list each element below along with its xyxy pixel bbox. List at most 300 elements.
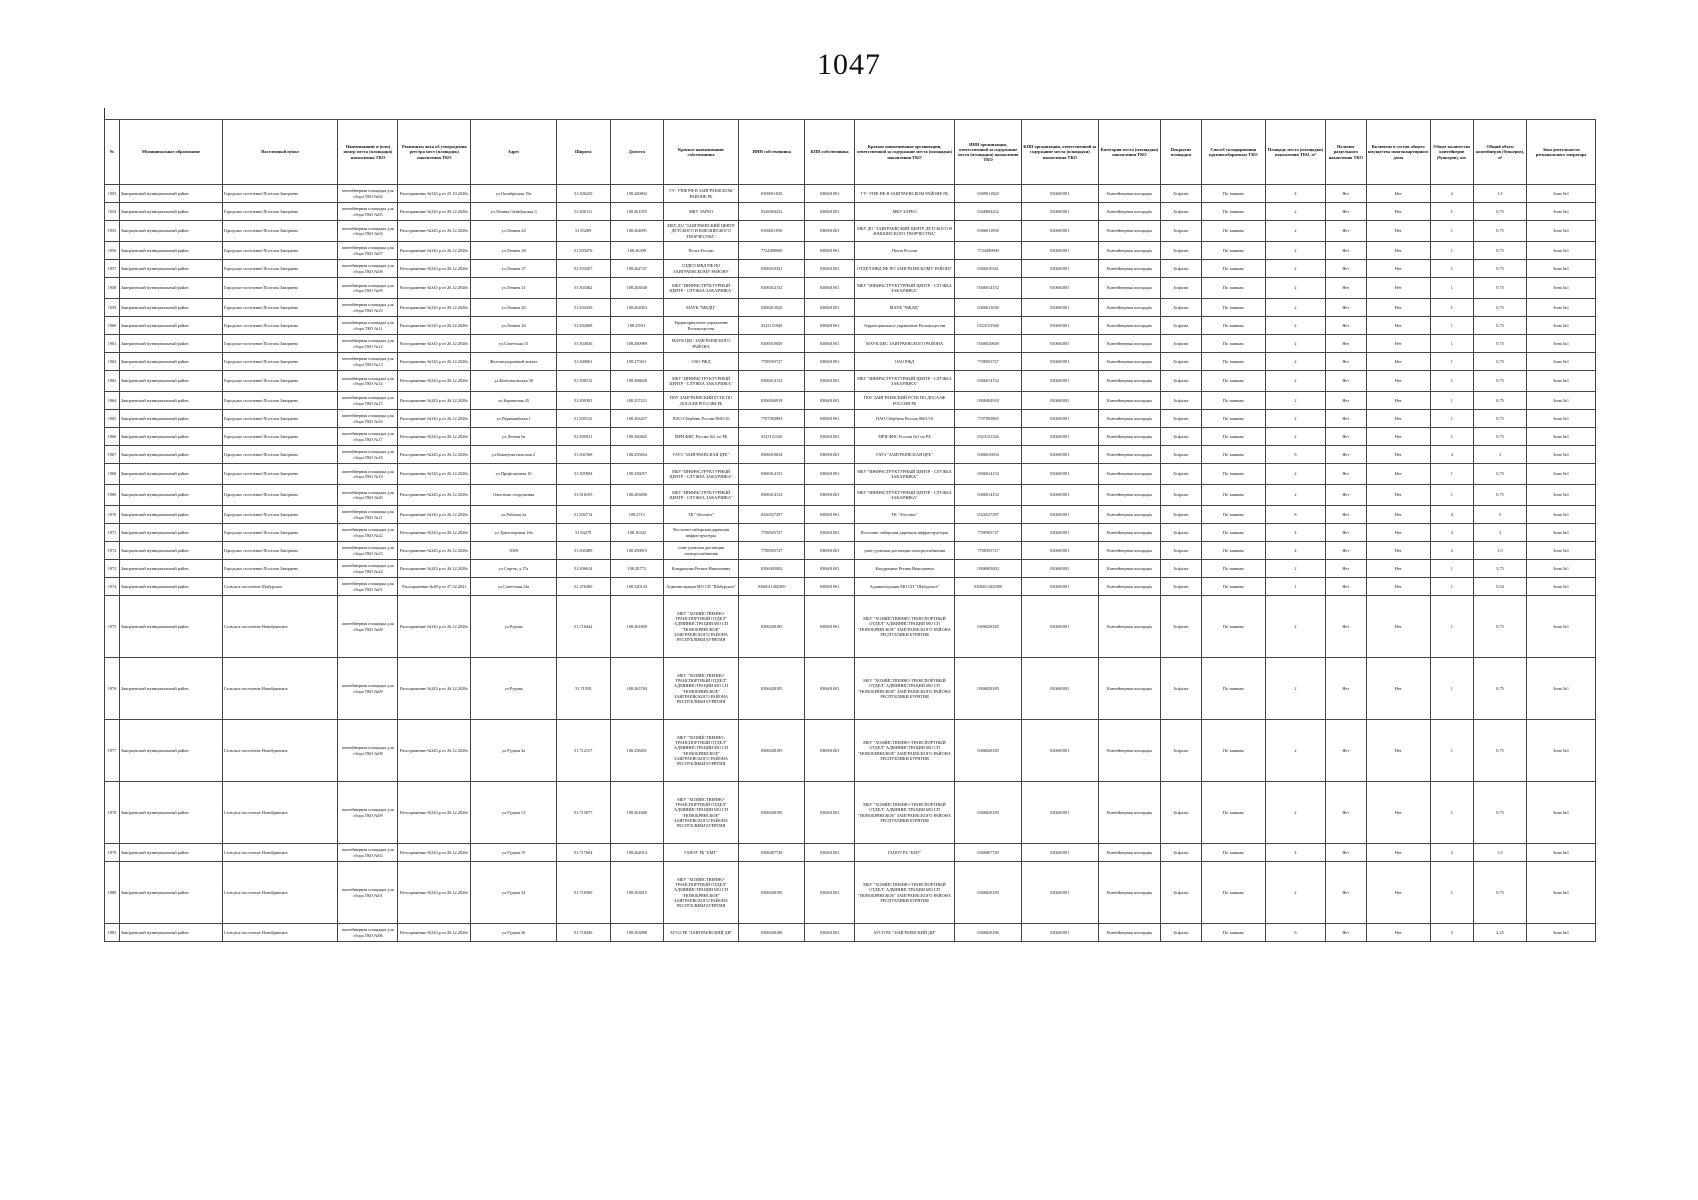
cell-sep: Нет — [1325, 299, 1366, 317]
cell-common: Нет — [1366, 924, 1430, 942]
cell-area: 2 — [1265, 596, 1325, 658]
cell-kgo: По заявкам — [1201, 862, 1265, 924]
cell-kpp: 030601001 — [805, 410, 854, 428]
table-row — [105, 317, 1596, 335]
cell-oinn: 0326527297 — [955, 506, 1021, 524]
cell-area: 2 — [1265, 464, 1325, 485]
cell-cnt: 1 — [1430, 578, 1473, 596]
cell-lon: 108.262014 — [610, 844, 664, 862]
table-row — [105, 410, 1596, 428]
cell-kpp: 030601001 — [805, 203, 854, 221]
cell-name: контейнерная площадка для сбора ТКО №15 — [338, 392, 398, 410]
cell-act: Распоряжение №343 р от 26.12.2020г. — [398, 317, 471, 335]
cell-np: Городское поселение Поселок Заиграево — [222, 485, 338, 506]
cell-common: Нет — [1366, 242, 1430, 260]
cell-cnt: 4 — [1430, 524, 1473, 542]
cell-mo: Заиграевский муниципальный район — [119, 560, 222, 578]
cell-owner: ГУ- УПФ РФ В ЗАИГРАЕВСКОМ РАЙОНЕ РБ — [664, 185, 739, 203]
cell-okpp: 030601001 — [1021, 260, 1098, 278]
cell-n: 1962 — [105, 353, 120, 371]
cell-n: 1973 — [105, 560, 120, 578]
cell-np: Городское поселение Поселок Заиграево — [222, 560, 338, 578]
cell-addr: ул.Транспортная 16а — [471, 524, 557, 542]
cell-np: Городское поселение Поселок Заиграево — [222, 335, 338, 353]
table-row — [105, 542, 1596, 560]
cell-np: Городское поселение Поселок Заиграево — [222, 371, 338, 392]
cell-addr: ул.Кирпичная 45 — [471, 392, 557, 410]
table-row — [105, 278, 1596, 299]
cell-name: контейнерная площадка для сбора ТКО №02 — [338, 844, 398, 862]
cell-org: МБУ "ИНФРАСТРУКТУРНЫЙ ЦЕНТР - СЛУЖБА ЗАКАЗЧИКА" — [854, 485, 955, 506]
cell-cat: Контейнерная площадка — [1098, 862, 1160, 924]
cell-kpp: 030601001 — [805, 260, 854, 278]
cell-sep: Нет — [1325, 524, 1366, 542]
cell-oinn: 7707083893 — [955, 410, 1021, 428]
cell-kgo: По заявкам — [1201, 658, 1265, 720]
cell-oinn: 0306028185 — [955, 596, 1021, 658]
cell-kpp: 030601001 — [805, 446, 854, 464]
cell-vol: 0,75 — [1473, 278, 1527, 299]
cell-act: Распоряжение №343 р от 26.12.2020г. — [398, 844, 471, 862]
cell-cat: Контейнерная площадка — [1098, 242, 1160, 260]
cell-inn: 0323151940 — [739, 317, 805, 335]
cell-addr: ул.Рудная 19 — [471, 844, 557, 862]
cell-mo: Заиграевский муниципальный район — [119, 185, 222, 203]
cell-name: контейнерная площадка для сбора ТКО №08 — [338, 720, 398, 782]
cell-kpp: 030601001 — [805, 542, 854, 560]
cell-lon: 108.255604 — [610, 446, 664, 464]
cell-common: Нет — [1366, 464, 1430, 485]
cell-common: Нет — [1366, 260, 1430, 278]
cell-kpp: 030601001 — [805, 371, 854, 392]
cell-zone: Зона №1 — [1527, 260, 1596, 278]
cell-mo: Заиграевский муниципальный район — [119, 658, 222, 720]
cell-vol: 0,75 — [1473, 782, 1527, 844]
cell-common: Нет — [1366, 410, 1430, 428]
cell-zone: Зона №1 — [1527, 392, 1596, 410]
cell-addr: ул.Профсоюзная 10 — [471, 464, 557, 485]
cell-zone: Зона №1 — [1527, 924, 1596, 942]
cell-act: Распоряжение №343 р от 26.12.2020г. — [398, 782, 471, 844]
cell-lon: 108.290819 — [610, 542, 664, 560]
cell-np: Сельское поселение Новобрянское — [222, 782, 338, 844]
cell-name: контейнерная площадка для сбора ТКО №24 — [338, 560, 398, 578]
cell-n: 1967 — [105, 446, 120, 464]
cell-n: 1955 — [105, 221, 120, 242]
cell-oinn: 0306028186 — [955, 924, 1021, 942]
cell-kgo: По заявкам — [1201, 260, 1265, 278]
column-header: № — [105, 120, 120, 185]
cell-n: 1954 — [105, 203, 120, 221]
cell-cov: Асфальт — [1161, 524, 1202, 542]
cell-lat: 51.831568 — [556, 446, 610, 464]
cell-inn: 0323121326 — [739, 428, 805, 446]
cell-inn: 0306028185 — [739, 658, 805, 720]
cell-cov: Асфальт — [1161, 446, 1202, 464]
cell-cov: Асфальт — [1161, 506, 1202, 524]
cell-mo: Заиграевский муниципальный район — [119, 506, 222, 524]
cell-np: Сельское поселение Новобрянское — [222, 844, 338, 862]
cell-sep: Нет — [1325, 542, 1366, 560]
cell-vol: 1,5 — [1473, 542, 1527, 560]
column-header: Наличие раздельного накопления ТКО — [1325, 120, 1366, 185]
cell-lon: 108.320143 — [610, 578, 664, 596]
cell-zone: Зона №1 — [1527, 464, 1596, 485]
table-row — [105, 221, 1596, 242]
cell-act: Распоряжение №343 р от 26.12.2020г. — [398, 542, 471, 560]
cell-zone: Зона №1 — [1527, 221, 1596, 242]
cell-n: 1957 — [105, 260, 120, 278]
cell-name: контейнерная площадка для сбора ТКО №18 — [338, 446, 398, 464]
cell-org: Администрация МО СП "Шабурское" — [854, 578, 955, 596]
cell-sep: Нет — [1325, 506, 1366, 524]
cell-oinn: 0306003003 — [955, 560, 1021, 578]
cell-okpp: 030601001 — [1021, 720, 1098, 782]
cell-cov: Асфальт — [1161, 485, 1202, 506]
cell-sep: Нет — [1325, 203, 1366, 221]
cell-okpp: 030601001 — [1021, 299, 1098, 317]
cell-oinn: 0306028185 — [955, 862, 1021, 924]
table-row — [105, 392, 1596, 410]
cell-np: Городское поселение Поселок Заиграево — [222, 317, 338, 335]
cell-inn: 0306014152 — [739, 485, 805, 506]
cell-act: Распоряжение №343 р от 26.12.2020г. — [398, 392, 471, 410]
cell-lat: 51.833476 — [556, 242, 610, 260]
cell-area: 2 — [1265, 278, 1325, 299]
cell-zone: Зона №1 — [1527, 862, 1596, 924]
cell-lon: 108.263888 — [610, 924, 664, 942]
cell-mo: Заиграевский муниципальный район — [119, 464, 222, 485]
cell-kpp: 030601001 — [805, 428, 854, 446]
cell-cov: Асфальт — [1161, 185, 1202, 203]
cell-cat: Контейнерная площадка — [1098, 560, 1160, 578]
cell-sep: Нет — [1325, 260, 1366, 278]
cell-okpp: 030601001 — [1021, 203, 1098, 221]
cell-kgo: По заявкам — [1201, 335, 1265, 353]
cell-sep: Нет — [1325, 428, 1366, 446]
cell-sep: Нет — [1325, 185, 1366, 203]
cell-area: 2 — [1265, 428, 1325, 446]
cell-vol: 0,75 — [1473, 862, 1527, 924]
cell-owner: МБУ "ИНФРАСТРУКТУРНЫЙ ЦЕНТР - СЛУЖБА ЗАКАЗЧИКА" — [664, 464, 739, 485]
column-header: Наименование и (или) номер места (площадки) накопления ТКО — [338, 120, 398, 185]
cell-lon: 108.16343 — [610, 524, 664, 542]
cell-oinn: 0306010654 — [955, 446, 1021, 464]
cell-n: 1976 — [105, 658, 120, 720]
cell-vol: 0,75 — [1473, 720, 1527, 782]
cell-lat: 51.836111 — [556, 203, 610, 221]
table-row — [105, 862, 1596, 924]
cell-cov: Асфальт — [1161, 203, 1202, 221]
cell-area: 2 — [1265, 862, 1325, 924]
table-row — [105, 185, 1596, 203]
cell-okpp: 030601001 — [1021, 464, 1098, 485]
cell-owner: МБУ "ХОЗЯЙСТВЕННО-ТРАНСПОРТНЫЙ ОТДЕЛ" АДМИНИСТРАЦИИ МО СП "НОВОБРЯНСКОЕ" ЗАИГРАЕВСКОГО РАЙОНА РЕСПУБЛИКИ БУРЯТИЯ — [664, 720, 739, 782]
cell-org: МБУ "ИНФРАСТРУКТУРНЫЙ ЦЕНТР - СЛУЖБА ЗАКАЗЧИКА" — [854, 464, 955, 485]
cell-addr: ул.Рабочая 2а — [471, 506, 557, 524]
cell-n: 1968 — [105, 464, 120, 485]
cell-n: 1979 — [105, 844, 120, 862]
cell-inn: 0306028185 — [739, 720, 805, 782]
cell-org: МБУ "ХОЗЯЙСТВЕННО-ТРАНСПОРТНЫЙ ОТДЕЛ" АДМИНИСТРАЦИИ МО СП "НОВОБРЯНСКОЕ" ЗАИГРАЕВСКОГО РАЙОНА РЕСПУБЛИКИ БУРЯТИЯ — [854, 658, 955, 720]
cell-sep: Нет — [1325, 317, 1366, 335]
cell-oinn: 0306014152 — [955, 371, 1021, 392]
cell-cat: Контейнерная площадка — [1098, 410, 1160, 428]
cell-zone: Зона №1 — [1527, 542, 1596, 560]
cell-cat: Контейнерная площадка — [1098, 485, 1160, 506]
cell-owner: Кондрахина Регина Николаевна — [664, 560, 739, 578]
cell-oinn: 0306011402300 — [955, 578, 1021, 596]
cell-area: 2 — [1265, 203, 1325, 221]
cell-vol: 0,75 — [1473, 242, 1527, 260]
cell-cat: Контейнерная площадка — [1098, 524, 1160, 542]
cell-cat: Контейнерная площадка — [1098, 464, 1160, 485]
cell-oinn: 0306013030 — [955, 299, 1021, 317]
cell-inn: 0306011402300 — [739, 578, 805, 596]
cell-act: Распоряжение №343 р от 26.12.2020г. — [398, 299, 471, 317]
cell-owner: МБУ "ИНФРАСТРУКТУРНЫЙ ЦЕНТР - СЛУЖБА ЗАКАЗЧИКА" — [664, 278, 739, 299]
cell-okpp: 030601001 — [1021, 278, 1098, 299]
cell-act: Распоряжение №343 р от 26.12.2020г. — [398, 658, 471, 720]
cell-inn: 0306007749 — [739, 844, 805, 862]
cell-sep: Нет — [1325, 782, 1366, 844]
cell-vol: 0,75 — [1473, 221, 1527, 242]
table-row — [105, 242, 1596, 260]
cell-area: 2 — [1265, 335, 1325, 353]
cell-mo: Заиграевский муниципальный район — [119, 392, 222, 410]
cell-common: Нет — [1366, 392, 1430, 410]
cell-cnt: 1 — [1430, 658, 1473, 720]
cell-np: Городское поселение Поселок Заиграево — [222, 464, 338, 485]
cell-lat: 51.71559 — [556, 658, 610, 720]
cell-okpp: 030601001 — [1021, 221, 1098, 242]
cell-sep: Нет — [1325, 844, 1366, 862]
cell-common: Нет — [1366, 371, 1430, 392]
cell-cnt: 1 — [1430, 560, 1473, 578]
cell-oinn: 0306028185 — [955, 720, 1021, 782]
column-header: Общее количество контейнеров (бункеров), шт. — [1430, 120, 1473, 185]
cell-act: Распоряжение №49 р от 27.02.2021 — [398, 578, 471, 596]
cell-mo: Заиграевский муниципальный район — [119, 542, 222, 560]
cell-kpp: 030601001 — [805, 464, 854, 485]
cell-common: Нет — [1366, 299, 1430, 317]
cell-area: 2 — [1265, 392, 1325, 410]
cell-cat: Контейнерная площадка — [1098, 392, 1160, 410]
cell-kpp: 030601001 — [805, 720, 854, 782]
cell-sep: Нет — [1325, 464, 1366, 485]
cell-zone: Зона №1 — [1527, 782, 1596, 844]
cell-org: ПОУ ЗАИГРАЕВСКИЙ РСТК ПО ДОСААФ РОССИИ РБ — [854, 392, 955, 410]
column-header: Зона деятельности регионального оператора — [1527, 120, 1596, 185]
cell-org: МКУ ЗАРЕО — [854, 203, 955, 221]
cell-cnt: 1 — [1430, 371, 1473, 392]
cell-zone: Зона №1 — [1527, 506, 1596, 524]
cell-lon: 108.258401 — [610, 720, 664, 782]
column-header: Покрытие площадки — [1161, 120, 1202, 185]
cell-owner: МБУ "ИНФРАСТРУКТУРНЫЙ ЦЕНТР - СЛУЖБА ЗАКАЗЧИКА" — [664, 485, 739, 506]
cell-org: МБУ "ИНФРАСТРУКТУРНЫЙ ЦЕНТР - СЛУЖБА ЗАКАЗЧИКА" — [854, 278, 955, 299]
cell-area: 4 — [1265, 844, 1325, 862]
column-header: Включено в состав общего имущества многоквартирного дома — [1366, 120, 1430, 185]
cell-owner: МБУ ДО "ЗАИГРАЕВСКИЙ ЦЕНТР ДЕТСКОГО И ЮНОШЕСКОГО ТВОРЧЕСТВА" — [664, 221, 739, 242]
cell-sep: Нет — [1325, 924, 1366, 942]
cell-n: 1963 — [105, 371, 120, 392]
cell-vol: 0,75 — [1473, 485, 1527, 506]
column-header: Широта — [556, 120, 610, 185]
cell-inn: 0306014152 — [739, 278, 805, 299]
cell-lat: 51.832714 — [556, 506, 610, 524]
cell-cat: Контейнерная площадка — [1098, 596, 1160, 658]
cell-name: контейнерная площадка для сбора ТКО №08 — [338, 596, 398, 658]
cell-act: Распоряжение №343 р от 26.12.2020г. — [398, 260, 471, 278]
column-header: Площадь места (площадки) накопления ТКО, м² — [1265, 120, 1325, 185]
cell-common: Нет — [1366, 524, 1430, 542]
cell-lon: 108.263040 — [610, 278, 664, 299]
cell-addr: ул.Лесная 6а — [471, 428, 557, 446]
table-row — [105, 485, 1596, 506]
cell-common: Нет — [1366, 428, 1430, 446]
cell-np: Сельское поселение Новобрянское — [222, 924, 338, 942]
cell-kgo: По заявкам — [1201, 446, 1265, 464]
cell-owner: АУСО РБ "ЗАИГРАЕВСКИЙ ДИ" — [664, 924, 739, 942]
cell-name: контейнерная площадка для сбора ТКО №04 — [338, 221, 398, 242]
cell-kpp: 030601001 — [805, 242, 854, 260]
cell-org: МБУ "ИНФРАСТРУКТУРНЫЙ ЦЕНТР - СЛУЖБА ЗАКАЗЧИКА" — [854, 371, 955, 392]
cell-oinn: 7708503727 — [955, 542, 1021, 560]
cell-okpp: 030601001 — [1021, 485, 1098, 506]
cell-okpp: 030601001 — [1021, 782, 1098, 844]
cell-kgo: По заявкам — [1201, 299, 1265, 317]
cell-okpp: 030601001 — [1021, 392, 1098, 410]
cell-kgo: По заявкам — [1201, 542, 1265, 560]
cell-zone: Зона №1 — [1527, 524, 1596, 542]
cell-act: Распоряжение №343 р от 26.12.2020г. — [398, 596, 471, 658]
cell-cnt: 1 — [1430, 242, 1473, 260]
cell-area: 2 — [1265, 560, 1325, 578]
cell-owner: МБУ "ИНФРАСТРУКТУРНЫЙ ЦЕНТР - СЛУЖБА ЗАКАЗЧИКА" — [664, 371, 739, 392]
cell-oinn: 7708503727 — [955, 353, 1021, 371]
cell-n: 1972 — [105, 542, 120, 560]
cell-sep: Нет — [1325, 221, 1366, 242]
cell-lon: 108.26309 — [610, 242, 664, 260]
cell-kpp: 030601001 — [805, 299, 854, 317]
cell-vol: 0,75 — [1473, 335, 1527, 353]
cell-area: 8 — [1265, 506, 1325, 524]
cell-cnt: 1 — [1430, 278, 1473, 299]
cell-n: 1958 — [105, 278, 120, 299]
cell-lat: 51.84278 — [556, 524, 610, 542]
cell-addr: ул.Коммунистическая 2 — [471, 446, 557, 464]
cell-vol: 0,75 — [1473, 203, 1527, 221]
cell-kpp: 030601001 — [805, 221, 854, 242]
table-row — [105, 464, 1596, 485]
cell-addr: ул.Ленина 20 — [471, 299, 557, 317]
page-number: 1047 — [817, 48, 881, 81]
cell-lon: 108.263806 — [610, 485, 664, 506]
cell-name: контейнерная площадка для сбора ТКО №01 — [338, 578, 398, 596]
cell-act: Распоряжение №343 р от 26.12.2020г. — [398, 428, 471, 446]
cell-vol: 1,5 — [1473, 185, 1527, 203]
cell-kpp: 030601001 — [805, 658, 854, 720]
cell-sep: Нет — [1325, 578, 1366, 596]
cell-kgo: По заявкам — [1201, 410, 1265, 428]
cell-n: 1961 — [105, 335, 120, 353]
cell-org: АУСО РБ "ЗАИГРАЕВСКИЙ ДИ" — [854, 924, 955, 942]
cell-inn: 0306004918 — [739, 392, 805, 410]
cell-cnt: 1 — [1430, 335, 1473, 353]
cell-kgo: По заявкам — [1201, 185, 1265, 203]
cell-inn: 0306028186 — [739, 924, 805, 942]
cell-common: Нет — [1366, 446, 1430, 464]
cell-okpp: 030601001 — [1021, 185, 1098, 203]
cell-name: контейнерная площадка для сбора ТКО №05 — [338, 203, 398, 221]
cell-kgo: По заявкам — [1201, 485, 1265, 506]
cell-name: контейнерная площадка для сбора ТКО №04 — [338, 185, 398, 203]
cell-oinn: 0306014152 — [955, 464, 1021, 485]
cell-lat: 51.839381 — [556, 392, 610, 410]
cell-n: 1960 — [105, 317, 120, 335]
cell-org: МРИ ФНС России №1 по РБ — [854, 428, 955, 446]
cell-mo: Заиграевский муниципальный район — [119, 371, 222, 392]
cell-zone: Зона №1 — [1527, 335, 1596, 353]
cell-zone: Зона №1 — [1527, 353, 1596, 371]
column-header: КПП организации, ответственной за содержание места (площадки) накопления ТКО — [1021, 120, 1098, 185]
cell-name: контейнерная площадка для сбора ТКО №23 — [338, 542, 398, 560]
cell-org: МБУ "ХОЗЯЙСТВЕННО-ТРАНСПОРТНЫЙ ОТДЕЛ" АДМИНИСТРАЦИИ МО СП "НОВОБРЯНСКОЕ" ЗАИГРАЕВСКОГО РАЙОНА РЕСПУБЛИКИ БУРЯТИЯ — [854, 720, 955, 782]
cell-lon: 108.257221 — [610, 392, 664, 410]
cell-kgo: По заявкам — [1201, 578, 1265, 596]
cell-okpp: 030601001 — [1021, 862, 1098, 924]
cell-n: 1965 — [105, 410, 120, 428]
cell-cov: Асфальт — [1161, 428, 1202, 446]
table-row — [105, 596, 1596, 658]
cell-cnt: 1 — [1430, 392, 1473, 410]
cell-inn: 7724490000 — [739, 242, 805, 260]
cell-cat: Контейнерная площадка — [1098, 782, 1160, 844]
cell-np: Городское поселение Поселок Заиграево — [222, 353, 338, 371]
cell-mo: Заиграевский муниципальный район — [119, 353, 222, 371]
cell-oinn: 0306010341 — [955, 260, 1021, 278]
cell-addr: ул.Октябрьская 19а — [471, 185, 557, 203]
cell-sep: Нет — [1325, 485, 1366, 506]
cell-owner: Почта России — [664, 242, 739, 260]
cell-okpp: 030601001 — [1021, 353, 1098, 371]
cell-common: Нет — [1366, 353, 1430, 371]
cell-zone: Зона №1 — [1527, 720, 1596, 782]
cell-act: Распоряжение №343 р от 26.12.2020г. — [398, 410, 471, 428]
cell-sep: Нет — [1325, 560, 1366, 578]
cell-org: ОАО РЖД — [854, 353, 955, 371]
cell-cat: Контейнерная площадка — [1098, 260, 1160, 278]
cell-n: 1966 — [105, 428, 120, 446]
cell-inn: 0306028185 — [739, 862, 805, 924]
cell-area: 4 — [1265, 185, 1325, 203]
cell-cnt: 1 — [1430, 410, 1473, 428]
cell-kpp: 030601001 — [805, 278, 854, 299]
cell-zone: Зона №1 — [1527, 658, 1596, 720]
cell-owner: МБУ "ХОЗЯЙСТВЕННО-ТРАНСПОРТНЫЙ ОТДЕЛ" АДМИНИСТРАЦИИ МО СП "НОВОБРЯНСКОЕ" ЗАИГРАЕВСКОГО РАЙОНА РЕСПУБЛИКИ БУРЯТИЯ — [664, 596, 739, 658]
cell-lon: 108.261055 — [610, 203, 664, 221]
cell-mo: Заиграевский муниципальный район — [119, 317, 222, 335]
cell-lat: 51.816105 — [556, 485, 610, 506]
cell-owner: ПОУ ЗАИГРАЕВСКИЙ РСТК ПО ДОСААФ РОССИИ РБ — [664, 392, 739, 410]
cell-name: контейнерная площадка для сбора ТКО №17 — [338, 428, 398, 446]
cell-inn: 0306028185 — [739, 782, 805, 844]
cell-inn: 0306010654 — [739, 446, 805, 464]
cell-inn: 0309011820 — [739, 185, 805, 203]
cell-addr: Железнодорожный вокзал — [471, 353, 557, 371]
cell-zone: Зона №1 — [1527, 428, 1596, 446]
